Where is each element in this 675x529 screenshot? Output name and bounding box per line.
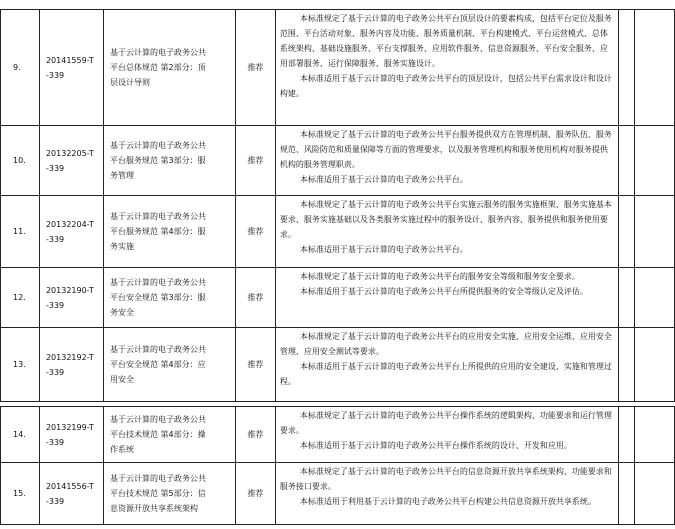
empty-cell — [619, 407, 635, 463]
standard-name: 基于云计算的电子政务公共 平台技术规范 第4部分：操 作系统 — [103, 407, 235, 463]
empty-cell — [635, 268, 675, 328]
standard-description — [275, 463, 618, 525]
recommendation-type: 推荐 — [235, 463, 275, 525]
empty-cell — [619, 10, 635, 126]
description-paragraph: 本标准规定了基于云计算的电子政务公共平台操作系统的逻辑架构、功能要求和运行管理要求。 — [279, 411, 612, 435]
row-number: 11. — [1, 196, 40, 268]
empty-cell — [619, 328, 635, 402]
standards-table-lower — [0, 406, 675, 525]
row-number: 10. — [1, 126, 40, 196]
standard-description — [275, 328, 618, 402]
description-paragraph: 本标准适用于基于云计算的电子政务公共平台上所提供的应用的安全建设、实施和管理过程。 — [279, 362, 612, 386]
standard-code: 20132205-T -339 — [39, 126, 103, 196]
recommendation-type: 推荐 — [235, 268, 275, 328]
recommendation-type: 推荐 — [235, 407, 275, 463]
description-paragraph: 本标准适用于基于云计算的电子政务公共平台的顶层设计，包括公共平台需求设计和设计构建。 — [279, 74, 612, 98]
recommendation-type: 推荐 — [235, 196, 275, 268]
recommendation-type: 推荐 — [235, 10, 275, 126]
empty-cell — [619, 196, 635, 268]
standard-description — [275, 268, 618, 328]
description-paragraph: 本标准规定了基于云计算的电子政务公共平台服务提供双方在管理机制、服务队伍、服务规范、风险防范和质量保障等方面的管理要求，以及服务管理机构和服务使用机构对服务提供机构的服务管理职责。 — [279, 130, 612, 169]
standard-code: 20132190-T -339 — [39, 268, 103, 328]
standard-name: 基于云计算的电子政务公共 平台服务规范 第4部分：服 务实施 — [103, 196, 235, 268]
empty-cell — [619, 268, 635, 328]
empty-cell — [635, 407, 675, 463]
table-row — [1, 463, 675, 525]
table-row — [1, 328, 675, 402]
standard-name: 基于云计算的电子政务公共 平台服务规范 第3部分：服 务管理 — [103, 126, 235, 196]
description-paragraph: 本标准规定了基于云计算的电子政务公共平台的信息资源开放共享系统架构、功能要求和服务接口要求。 — [279, 467, 612, 491]
standard-code: 20141556-T -339 — [39, 463, 103, 525]
table-row — [1, 10, 675, 126]
standard-code: 20141559-T -339 — [39, 10, 103, 126]
empty-cell — [619, 463, 635, 525]
description-paragraph: 本标准适用于基于云计算的电子政务公共平台操作系统的设计、开发和应用。 — [299, 441, 572, 450]
standard-name: 基于云计算的电子政务公共 平台安全规范 第3部分：服 务安全 — [103, 268, 235, 328]
standard-description — [275, 407, 618, 463]
standard-name: 基于云计算的电子政务公共 平台技术规范 第5部分：信 息资源开放共享系统架构 — [103, 463, 235, 525]
row-number: 14. — [1, 407, 40, 463]
description-paragraph: 本标准规定了基于云计算的电子政务公共平台实施云服务的服务实施框架、服务实施基本要求、服务实施基础以及各类服务实施过程中的服务设计、服务内容、服务提供和服务使用要求。 — [279, 200, 612, 239]
row-number: 12. — [1, 268, 40, 328]
standard-code: 20132199-T -339 — [39, 407, 103, 463]
standard-description — [275, 10, 618, 126]
standard-name: 基于云计算的电子政务公共 平台总体规范 第2部分：顶 层设计导则 — [103, 10, 235, 126]
description-paragraph: 本标准适用于基于云计算的电子政务公共平台。 — [299, 245, 468, 254]
standard-description — [275, 126, 618, 196]
description-paragraph: 本标准规定了基于云计算的电子政务公共平台顶层设计的要素构成，包括平台定位及服务范围、平台活动对象、服务内容及功能、服务质量机制、平台构建模式、平台运营模式、总体系统架构、基础设施服务、平台支撑服务、应用软件服务、信息资源服务、平台安全服务、应用部署服务、运行保障服务、服务实施设计。 — [279, 14, 612, 68]
description-paragraph: 本标准规定了基于云计算的电子政务公共平台的应用安全实施、应用安全运维、应用安全管理、应用安全测试等要求。 — [279, 332, 612, 356]
table-row — [1, 196, 675, 268]
empty-cell — [635, 328, 675, 402]
row-number: 9. — [1, 10, 40, 126]
table-row — [1, 126, 675, 196]
standard-code: 20132204-T -339 — [39, 196, 103, 268]
recommendation-type: 推荐 — [235, 126, 275, 196]
empty-cell — [635, 10, 675, 126]
description-paragraph: 本标准适用于利用基于云计算的电子政务公共平台构建公共信息资源开放共享系统。 — [299, 497, 596, 506]
empty-cell — [619, 126, 635, 196]
standard-name: 基于云计算的电子政务公共 平台安全规范 第4部分：应 用安全 — [103, 328, 235, 402]
row-number: 15. — [1, 463, 40, 525]
row-number: 13. — [1, 328, 40, 402]
recommendation-type: 推荐 — [235, 328, 275, 402]
empty-cell — [635, 463, 675, 525]
table-row — [1, 407, 675, 463]
description-paragraph: 本标准适用于基于云计算的电子政务公共平台所提供服务的安全等级认定及评估。 — [299, 287, 588, 296]
description-paragraph: 本标准适用于基于云计算的电子政务公共平台。 — [299, 175, 468, 184]
table-row — [1, 268, 675, 328]
empty-cell — [635, 126, 675, 196]
standard-code: 20132192-T -339 — [39, 328, 103, 402]
standards-table-upper — [0, 9, 675, 402]
empty-cell — [635, 196, 675, 268]
standard-description — [275, 196, 618, 268]
description-paragraph: 本标准规定了基于云计算的电子政务公共平台的服务安全等级和服务安全要求。 — [299, 272, 580, 281]
